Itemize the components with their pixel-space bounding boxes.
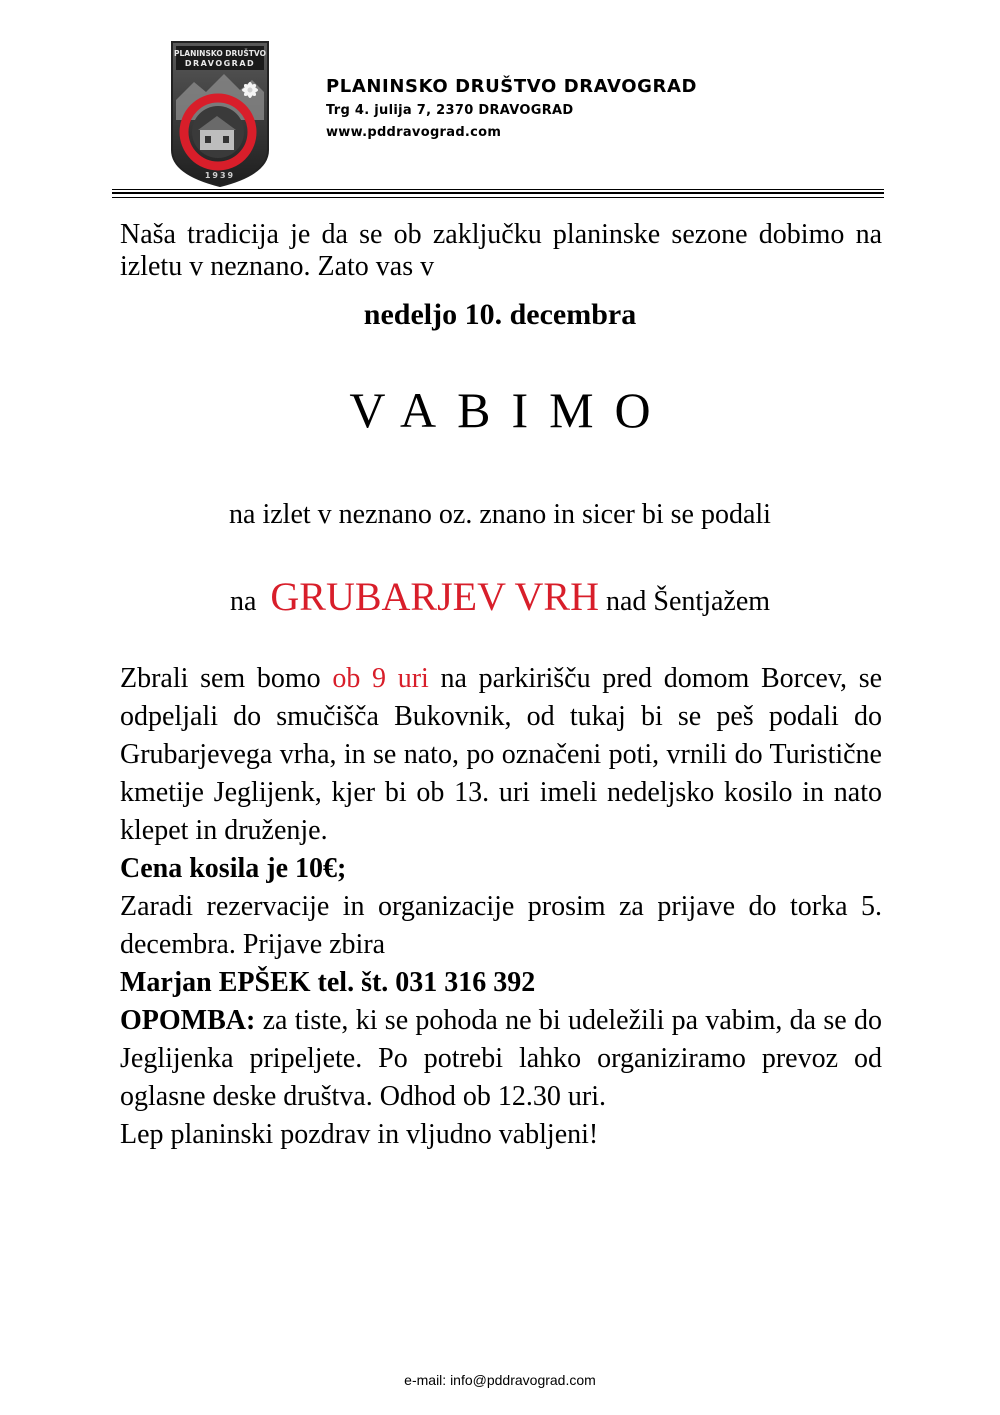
trip-subtitle: na izlet v neznano oz. znano in sicer bi se podali: [229, 499, 771, 530]
meeting-text-start: Zbrali sem bomo: [120, 663, 321, 694]
main-body: [120, 660, 882, 1154]
destination-prefix: na: [229, 586, 257, 617]
note-text: za tiste, ki se pohoda ne bi udeležili pa vabim, da se do Jeglijenka pripeljete. Po potrebi lahko organiziramo prevoz od oglasne deske društva. Odhod ob 12.30 uri.: [120, 1005, 882, 1112]
destination-suffix: nad Šentjažem: [605, 586, 771, 617]
org-name: PLANINSKO DRUŠTVO DRAVOGRAD: [326, 76, 698, 97]
meeting-time: ob 9 uri: [332, 663, 429, 694]
event-date: nedeljo 10. decembra: [363, 298, 637, 331]
edelweiss-icon: [242, 82, 258, 98]
lunch-price: Cena kosila je 10€;: [120, 853, 347, 884]
meeting-paragraph: [120, 660, 882, 850]
header-divider-top: [112, 189, 884, 190]
contact-line: Marjan EPŠEK tel. št. 031 316 392: [120, 967, 536, 998]
header-info: [326, 74, 697, 144]
footer-email[interactable]: e-mail: info@pddravograd.com: [404, 1372, 596, 1388]
invitation-heading: VABIMO: [349, 382, 672, 438]
header-divider-bottom: [112, 197, 884, 198]
org-address: Trg 4. julija 7, 2370 DRAVOGRAD: [326, 103, 574, 118]
meeting-text-rest: na parkirišču pred domom Borcev, se odpeljali do smučišča Bukovnik, od tukaj bi se peš podali do Grubarjevega vrha, in se nato, po označeni poti, vrnili do Turistične kmetije Jeglijenk, kjer bi ob 13. uri imeli nedeljsko kosilo in nato klepet in druženje.: [120, 663, 883, 846]
destination-line: [0, 575, 1000, 624]
logo-text-top: PLANINSKO DRUŠTVO: [174, 49, 266, 58]
closing-greeting: Lep planinski pozdrav in vljudno vabljeni!: [120, 1119, 599, 1150]
org-website[interactable]: www.pddravograd.com: [326, 125, 502, 140]
note-label: OPOMBA:: [120, 1005, 256, 1036]
logo-text-mid: DRAVOGRAD: [184, 59, 256, 68]
header-divider-middle: [112, 192, 884, 194]
destination-name: GRUBARJEV VRH: [270, 574, 599, 619]
intro-paragraph: Naša tradicija je da se ob zaključku planinske sezone dobimo na izletu v neznano. Zato vas v: [120, 219, 882, 282]
logo-year: 1939: [204, 171, 236, 180]
club-logo-emblem: [168, 40, 272, 188]
note-paragraph: [120, 1002, 882, 1116]
signup-paragraph: Zaradi rezervacije in organizacije prosim za prijave do torka 5. decembra. Prijave zbira: [120, 891, 882, 960]
